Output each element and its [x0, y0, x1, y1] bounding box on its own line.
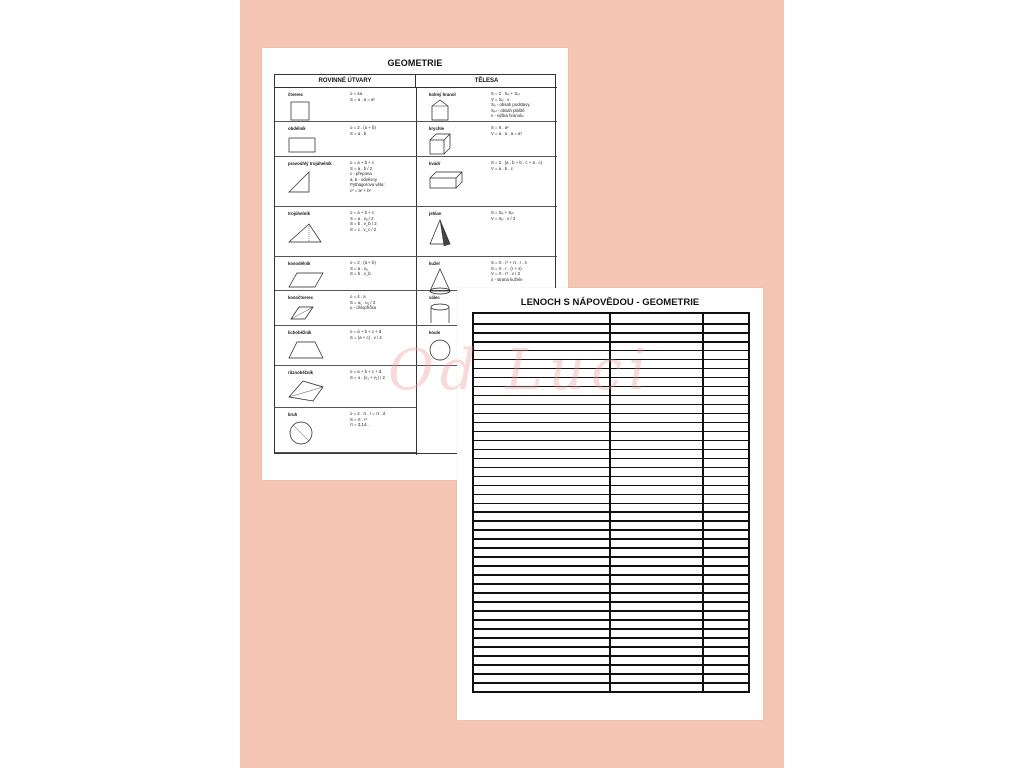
shape-name: různoběžník: [288, 370, 314, 375]
cuboid-icon: [428, 168, 468, 198]
worksheet-sheet: [457, 288, 763, 720]
reference-row: [275, 366, 416, 408]
grid-row-line: [474, 637, 748, 639]
grid-row-line: [474, 386, 748, 388]
shape-formula: o = a + b + c S = a . b / 2 c - přepona a, b - odvěsny Pythagorova věta: c² = a² + b²: [350, 160, 385, 193]
grid-row-line: [474, 431, 748, 433]
reference-row: [275, 157, 416, 207]
shape-formula: S = 6 . a² V = a . a . a = a³: [491, 125, 522, 136]
shape-name: kvádr: [429, 161, 441, 166]
grid-row-line: [474, 368, 748, 370]
grid-column-line: [702, 314, 704, 691]
reference-row: [275, 408, 416, 453]
grid-row-line: [474, 503, 748, 505]
grid-row-line: [474, 529, 748, 531]
worksheet-grid: [472, 312, 750, 693]
grid-row-line: [474, 494, 748, 496]
worksheet-title: LENOCH S NÁPOVĚDOU - GEOMETRIE: [520, 297, 700, 308]
shape-name: kužel: [429, 261, 440, 266]
grid-row-line: [474, 467, 748, 469]
reference-row: [275, 291, 416, 326]
shape-name: kosočtverec: [288, 295, 314, 300]
reference-row: [416, 88, 557, 122]
grid-column-line: [609, 314, 611, 691]
shape-formula: S = π . r² + π . r . s S = π . r . (r + s) V = π . r² . v / 3 s - strana kužele: [491, 260, 527, 282]
grid-row-line: [474, 583, 748, 585]
right-column-header: TĚLESA: [416, 75, 557, 88]
reference-row: [275, 88, 416, 122]
grid-row-line: [474, 341, 748, 343]
shape-name: krychle: [429, 126, 445, 131]
reference-sheet-title: GEOMETRIE: [387, 58, 443, 68]
shape-formula: o = 2 . π . r = π . d S = π . r² π = 3,14...: [350, 411, 386, 428]
reference-row: [416, 122, 557, 157]
circle-icon: [287, 419, 327, 449]
trapezoid-icon: [287, 336, 327, 366]
shape-formula: S = 2 . Sₚ + Sₚₗ V = Sₚ . v Sₚ - obsah podstavy Sₚₗ - obsah pláště v - výška hranolu: [491, 91, 530, 119]
grid-row-line: [474, 511, 748, 513]
grid-row-line: [474, 458, 748, 460]
shape-name: trojúhelník: [288, 211, 310, 216]
grid-row-line: [474, 359, 748, 361]
shape-formula: o = 2 . (a + b) S = a . vₐ S = b . v_b: [350, 260, 376, 277]
shape-formula: S = Sₚ + Sₚₗ V = Sₚ . v / 3: [491, 210, 516, 221]
shape-formula: o = a + b + c + d S = (a + c) . v / 2: [350, 329, 382, 340]
grid-row-line: [474, 646, 748, 648]
reference-row: [416, 157, 557, 207]
grid-row-line: [474, 377, 748, 379]
grid-row-line: [474, 404, 748, 406]
grid-row-line: [474, 350, 748, 352]
grid-row-line: [474, 601, 748, 603]
shape-name: obdélník: [288, 126, 306, 131]
shape-name: kruh: [288, 412, 298, 417]
reference-row: [275, 257, 416, 291]
shape-formula: o = a + b + c + d S = u . (v₁ + v₂) / 2: [350, 369, 385, 380]
grid-row-line: [474, 449, 748, 451]
quadrilateral-icon: [287, 377, 327, 407]
reference-row: [275, 326, 416, 366]
watermark: Od Luci: [388, 338, 653, 403]
grid-row-line: [474, 592, 748, 594]
grid-row-line: [474, 628, 748, 630]
grid-row-line: [474, 422, 748, 424]
grid-row-line: [474, 574, 748, 576]
shape-formula: o = a + b + c S = a . vₐ / 2 S = b . v_b / 2 S = c . v_c / 2: [350, 210, 377, 232]
grid-row-line: [474, 610, 748, 612]
grid-row-line: [474, 673, 748, 675]
triangle-icon: [287, 218, 327, 248]
shape-name: válec: [429, 295, 440, 300]
grid-row-line: [474, 664, 748, 666]
grid-row-line: [474, 682, 748, 684]
reference-row: [275, 207, 416, 257]
shape-formula: S = 2 . (a . b + b . c + a . c) V = a . b . c: [491, 160, 542, 171]
grid-row-line: [474, 538, 748, 540]
grid-row-line: [474, 565, 748, 567]
shape-formula: o = 2 . (a + b) S = a . b: [350, 125, 376, 136]
grid-row-line: [474, 440, 748, 442]
grid-row-line: [474, 520, 748, 522]
pyramid-icon: [428, 218, 468, 248]
grid-row-line: [474, 655, 748, 657]
grid-row-line: [474, 547, 748, 549]
shape-name: pravoúhlý trojúhelník: [288, 161, 332, 166]
grid-row-line: [474, 485, 748, 487]
left-column-header: ROVINNÉ ÚTVARY: [275, 75, 416, 88]
right-triangle-icon: [287, 168, 327, 198]
shape-name: jehlan: [429, 211, 442, 216]
grid-row-line: [474, 476, 748, 478]
grid-row-line: [474, 413, 748, 415]
reference-row: [416, 257, 557, 291]
reference-row: [275, 122, 416, 157]
grid-row-line: [474, 619, 748, 621]
shape-formula: o = 4 . a S = u₁ . u₂ / 2 u - úhlopříčka: [350, 294, 377, 311]
shape-name: kolmý hranol: [429, 92, 456, 97]
grid-row-line: [474, 395, 748, 397]
reference-row: [416, 207, 557, 257]
shape-name: čtverec: [288, 92, 304, 97]
grid-row-line: [474, 323, 748, 325]
shape-name: lichoběžník: [288, 330, 312, 335]
grid-row-line: [474, 332, 748, 334]
shape-name: kosodélník: [288, 261, 311, 266]
grid-row-line: [474, 556, 748, 558]
shape-formula: o = 4a S = a . a = a²: [350, 91, 375, 102]
shape-name: koule: [429, 330, 441, 335]
